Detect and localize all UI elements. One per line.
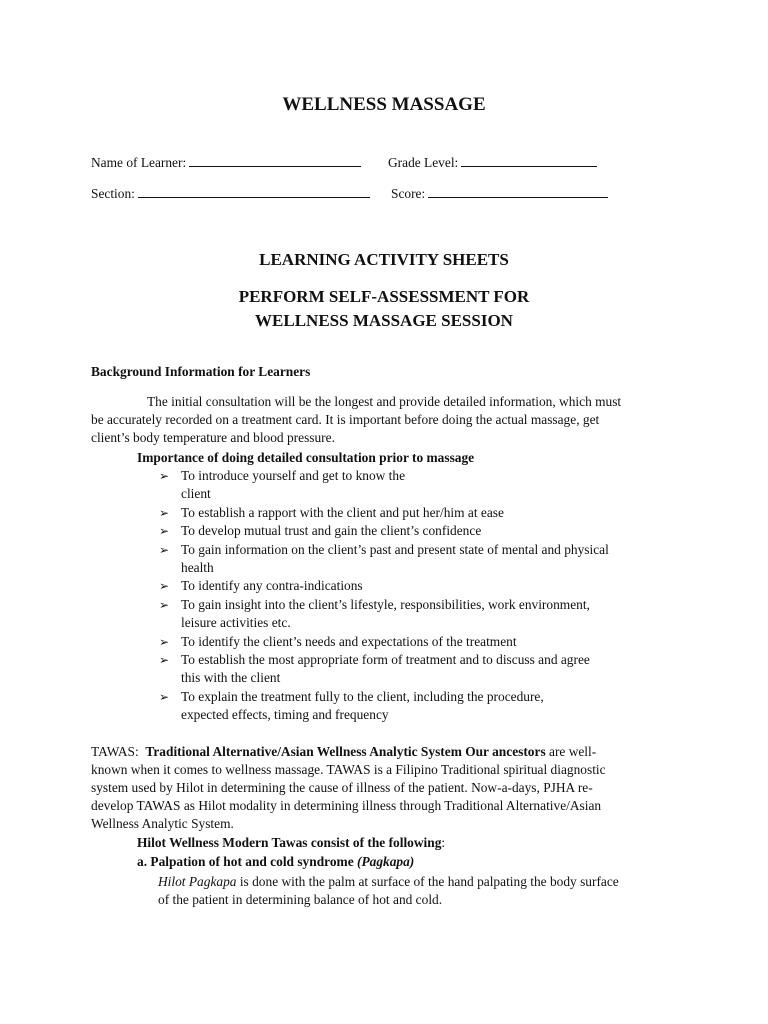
importance-item-line: client xyxy=(181,486,211,502)
importance-item-line: this with the client xyxy=(181,670,281,686)
section-label: Section: xyxy=(91,186,135,201)
tawas-label: TAWAS xyxy=(91,744,135,759)
importance-item-line: leisure activities etc. xyxy=(181,615,291,631)
importance-item xyxy=(159,577,679,595)
arrow-bullet-icon: ➢ xyxy=(159,505,170,520)
grade-label: Grade Level: xyxy=(388,155,459,170)
arrow-bullet-icon: ➢ xyxy=(159,469,170,483)
background-line1: The initial consultation will be the longest and provide detailed information, which must xyxy=(147,394,622,409)
background-heading: Background Information for Learners xyxy=(91,364,311,379)
name-blank[interactable] xyxy=(189,154,361,167)
importance-item xyxy=(159,504,679,522)
background-line2: be accurately recorded on a treatment card. It is important before doing the actual massage, get xyxy=(91,412,600,427)
arrow-bullet-icon: ➢ xyxy=(159,634,170,649)
section-field xyxy=(91,185,370,203)
importance-item xyxy=(159,541,679,578)
importance-item-line: To identify any contra-indications xyxy=(181,578,363,594)
importance-item-line: To develop mutual trust and gain the client’s confidence xyxy=(181,523,482,539)
score-field xyxy=(391,185,608,203)
tawas-line3: system used by Hilot in determining the cause of illness of the patient. Now-a-days, PJHA re- xyxy=(91,780,593,795)
tawas-line2: known when it comes to wellness massage. TAWAS is a Filipino Traditional spiritual diagnostic xyxy=(91,762,606,777)
hilot-sub-a xyxy=(137,853,414,871)
hilot-desc-rest: is done with the palm at surface of the hand palpating the body surface xyxy=(236,874,619,889)
importance-list xyxy=(159,467,679,725)
hilot-heading-colon: : xyxy=(441,835,446,850)
tawas-bold: Traditional Alternative/Asian Wellness Analytic System Our ancestors xyxy=(145,744,546,759)
grade-blank[interactable] xyxy=(461,154,597,167)
hilot-pagkapa-term: Hilot Pagkapa xyxy=(158,874,237,889)
importance-item xyxy=(159,596,679,633)
hilot-desc-line1 xyxy=(158,873,619,891)
importance-item-line: To gain insight into the client’s lifestyle, responsibilities, work environment, xyxy=(181,596,590,612)
tawas-line1 xyxy=(91,743,596,761)
importance-item-line: To identify the client’s needs and expectations of the treatment xyxy=(181,633,517,649)
arrow-bullet-icon: ➢ xyxy=(159,597,170,612)
importance-item-line: health xyxy=(181,560,214,576)
name-label: Name of Learner: xyxy=(91,155,187,170)
section-blank[interactable] xyxy=(138,185,370,198)
heading-perform-line1: PERFORM SELF-ASSESSMENT FOR xyxy=(238,287,530,306)
name-field xyxy=(91,154,361,172)
tawas-line5: Wellness Analytic System. xyxy=(91,816,234,831)
document-title: WELLNESS MASSAGE xyxy=(282,94,486,115)
tawas-colon: : xyxy=(134,744,139,759)
sub-a-label: a. Palpation of hot and cold syndrome xyxy=(137,854,357,869)
importance-heading: Importance of doing detailed consultation prior to massage xyxy=(137,450,475,465)
arrow-bullet-icon: ➢ xyxy=(159,524,170,539)
hilot-desc-line2: of the patient in determining balance of hot and cold. xyxy=(158,892,443,907)
importance-item-line: To explain the treatment fully to the client, including the procedure, xyxy=(181,688,544,704)
grade-field xyxy=(388,154,597,172)
hilot-heading: Hilot Wellness Modern Tawas consist of the following xyxy=(137,835,442,850)
importance-item xyxy=(159,522,679,540)
arrow-bullet-icon: ➢ xyxy=(159,542,170,557)
arrow-bullet-icon: ➢ xyxy=(159,579,170,594)
importance-item xyxy=(159,688,679,725)
sub-a-italic: (Pagkapa) xyxy=(356,854,415,869)
tawas-line4: develop TAWAS as Hilot modality in determining illness through Traditional Alternative/Asian xyxy=(91,798,602,813)
tawas-rest-line1: are well- xyxy=(545,744,597,759)
importance-item-line: To establish the most appropriate form of treatment and to discuss and agree xyxy=(181,652,590,668)
importance-item-line: expected effects, timing and frequency xyxy=(181,707,389,723)
importance-item xyxy=(159,467,679,504)
score-blank[interactable] xyxy=(428,185,608,198)
background-line3: client’s body temperature and blood pressure. xyxy=(91,430,335,445)
importance-item xyxy=(159,651,679,688)
arrow-bullet-icon: ➢ xyxy=(159,653,170,668)
importance-item xyxy=(159,633,679,651)
arrow-bullet-icon: ➢ xyxy=(159,689,170,704)
hilot-heading-row xyxy=(137,834,445,852)
importance-item-line: To introduce yourself and get to know the xyxy=(181,468,406,483)
importance-item-line: To gain information on the client’s past and present state of mental and physical xyxy=(181,541,609,557)
heading-perform-line2: WELLNESS MASSAGE SESSION xyxy=(255,311,513,330)
importance-item-line: To establish a rapport with the client and put her/him at ease xyxy=(181,504,504,520)
score-label: Score: xyxy=(391,186,426,201)
heading-learning-activity: LEARNING ACTIVITY SHEETS xyxy=(259,250,509,269)
